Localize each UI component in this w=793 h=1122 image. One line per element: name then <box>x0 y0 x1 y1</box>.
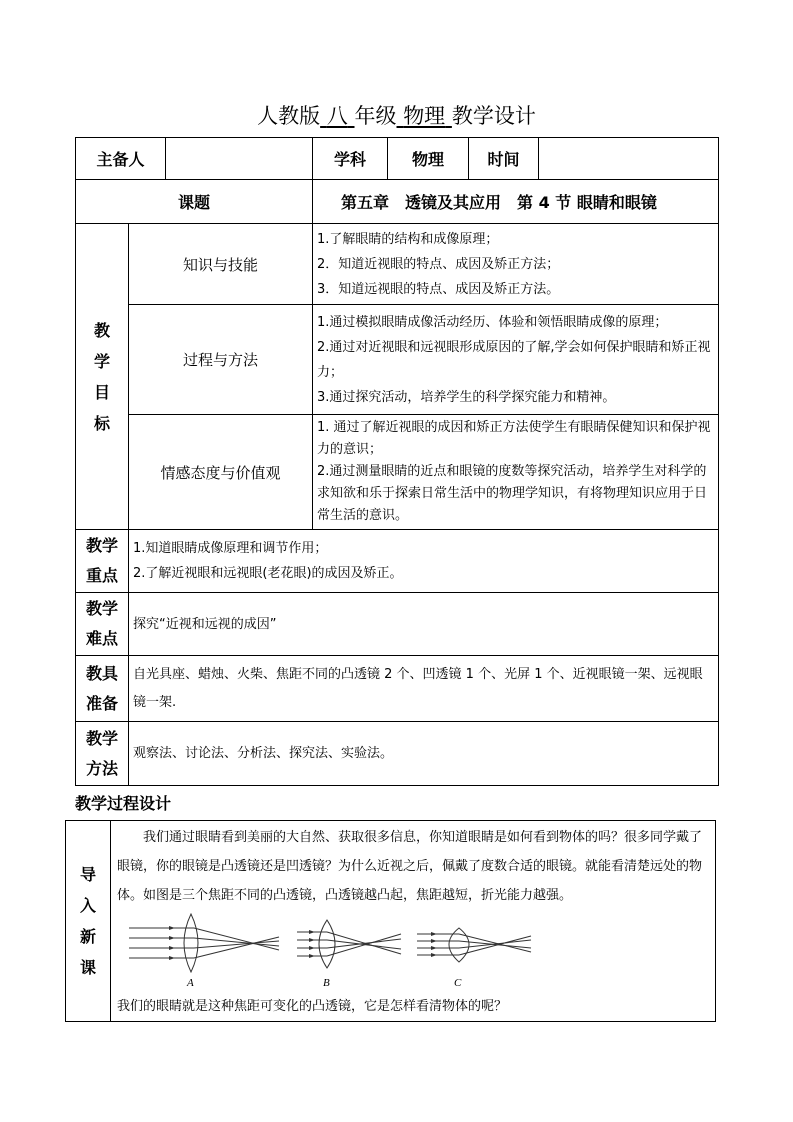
intro-closing: 我们的眼睛就是这种焦距可变化的凸透镜，它是怎样看清物体的呢？ <box>117 999 508 1014</box>
objective-process-text: 1.通过模拟眼睛成像活动经历、体验和领悟眼睛成像的原理； 2.通过对近视眼和远视眼形成原因的了解,学会如何保护眼睛和矫正视力； 3.通过探究活动，培养学生的科学探究能力和精神。 <box>313 305 719 415</box>
methods-label: 教学 方法 <box>76 722 129 786</box>
process-section-title: 教学过程设计 <box>75 794 172 813</box>
objective-attitude-label: 情感态度与价值观 <box>129 415 313 530</box>
objective-knowledge-text: 1.了解眼睛的结构和成像原理； 2．知道近视眼的特点、成因及矫正方法； 3．知道远视眼的特点、成因及矫正方法。 <box>313 224 719 305</box>
difficulty-text: 探究“近视和远视的成因” <box>129 593 719 656</box>
lens-a <box>129 914 279 972</box>
objective-process-label: 过程与方法 <box>129 305 313 415</box>
objective-knowledge-label: 知识与技能 <box>129 224 313 305</box>
title-subject: 物理 <box>403 104 446 128</box>
subject-value: 物理 <box>388 138 469 180</box>
objective-attitude-text: 1. 通过了解近视眼的成因和矫正方法使学生有眼睛保健知识和保护视力的意识； 2.通过测量眼睛的近点和眼镜的度数等探究活动，培养学生对科学的求知欲和乐于探索日常生活中的物理学知识，有将物理知识应用于日常生活的意识。 <box>313 415 719 530</box>
title-grade: 八 <box>326 104 348 128</box>
time-label: 时间 <box>469 138 539 180</box>
intro-paragraph: 我们通过眼睛看到美丽的大自然、获取很多信息，你知道眼睛是如何看到物体的吗？很多同学戴了眼镜，你的眼镜是凸透镜还是凹透镜？为什么近视之后，佩戴了度数合适的眼镜。就能看清楚远处的物体。如图是三个焦距不同的凸透镜，凸透镜越凸起，焦距越短，折光能力越强。 <box>117 830 703 903</box>
methods-text: 观察法、讨论法、分析法、探究法、实验法。 <box>129 722 719 786</box>
document-title <box>0 100 793 130</box>
preparer-label: 主备人 <box>76 138 166 180</box>
lesson-plan-table <box>75 137 719 786</box>
process-table <box>65 820 716 1022</box>
title-grade-label: 年级 <box>354 104 397 128</box>
equipment-label: 教具 准备 <box>76 656 129 722</box>
key-points-text: 1.知道眼睛成像原理和调节作用； 2.了解近视眼和远视眼(老花眼)的成因及矫正。 <box>129 530 719 593</box>
intro-stage-label: 导 入 新 课 <box>66 821 111 1022</box>
lens-diagram <box>119 910 549 990</box>
preparer-value <box>166 138 313 180</box>
lens-a-label: A <box>187 977 194 989</box>
key-points-label: 教学 重点 <box>76 530 129 593</box>
title-suffix: 教学设计 <box>451 104 536 128</box>
title-prefix: 人教版 <box>257 104 321 128</box>
intro-content <box>111 821 716 1022</box>
lens-b <box>297 920 401 968</box>
lesson-title: 第五章 透镜及其应用 第 4 节 眼睛和眼镜 <box>313 180 719 224</box>
equipment-text: 自光具座、蜡烛、火柴、焦距不同的凸透镜 2 个、凹透镜 1 个、光屏 1 个、近视眼镜一架、远视眼镜一架. <box>129 656 719 722</box>
lens-b-label: B <box>323 977 330 989</box>
lesson-label: 课题 <box>76 180 313 224</box>
time-value <box>539 138 719 180</box>
objectives-label: 教 学 目 标 <box>76 224 129 530</box>
difficulty-label: 教学 难点 <box>76 593 129 656</box>
lens-c-label: C <box>454 977 462 989</box>
subject-label: 学科 <box>313 138 388 180</box>
lens-figure <box>117 910 711 992</box>
